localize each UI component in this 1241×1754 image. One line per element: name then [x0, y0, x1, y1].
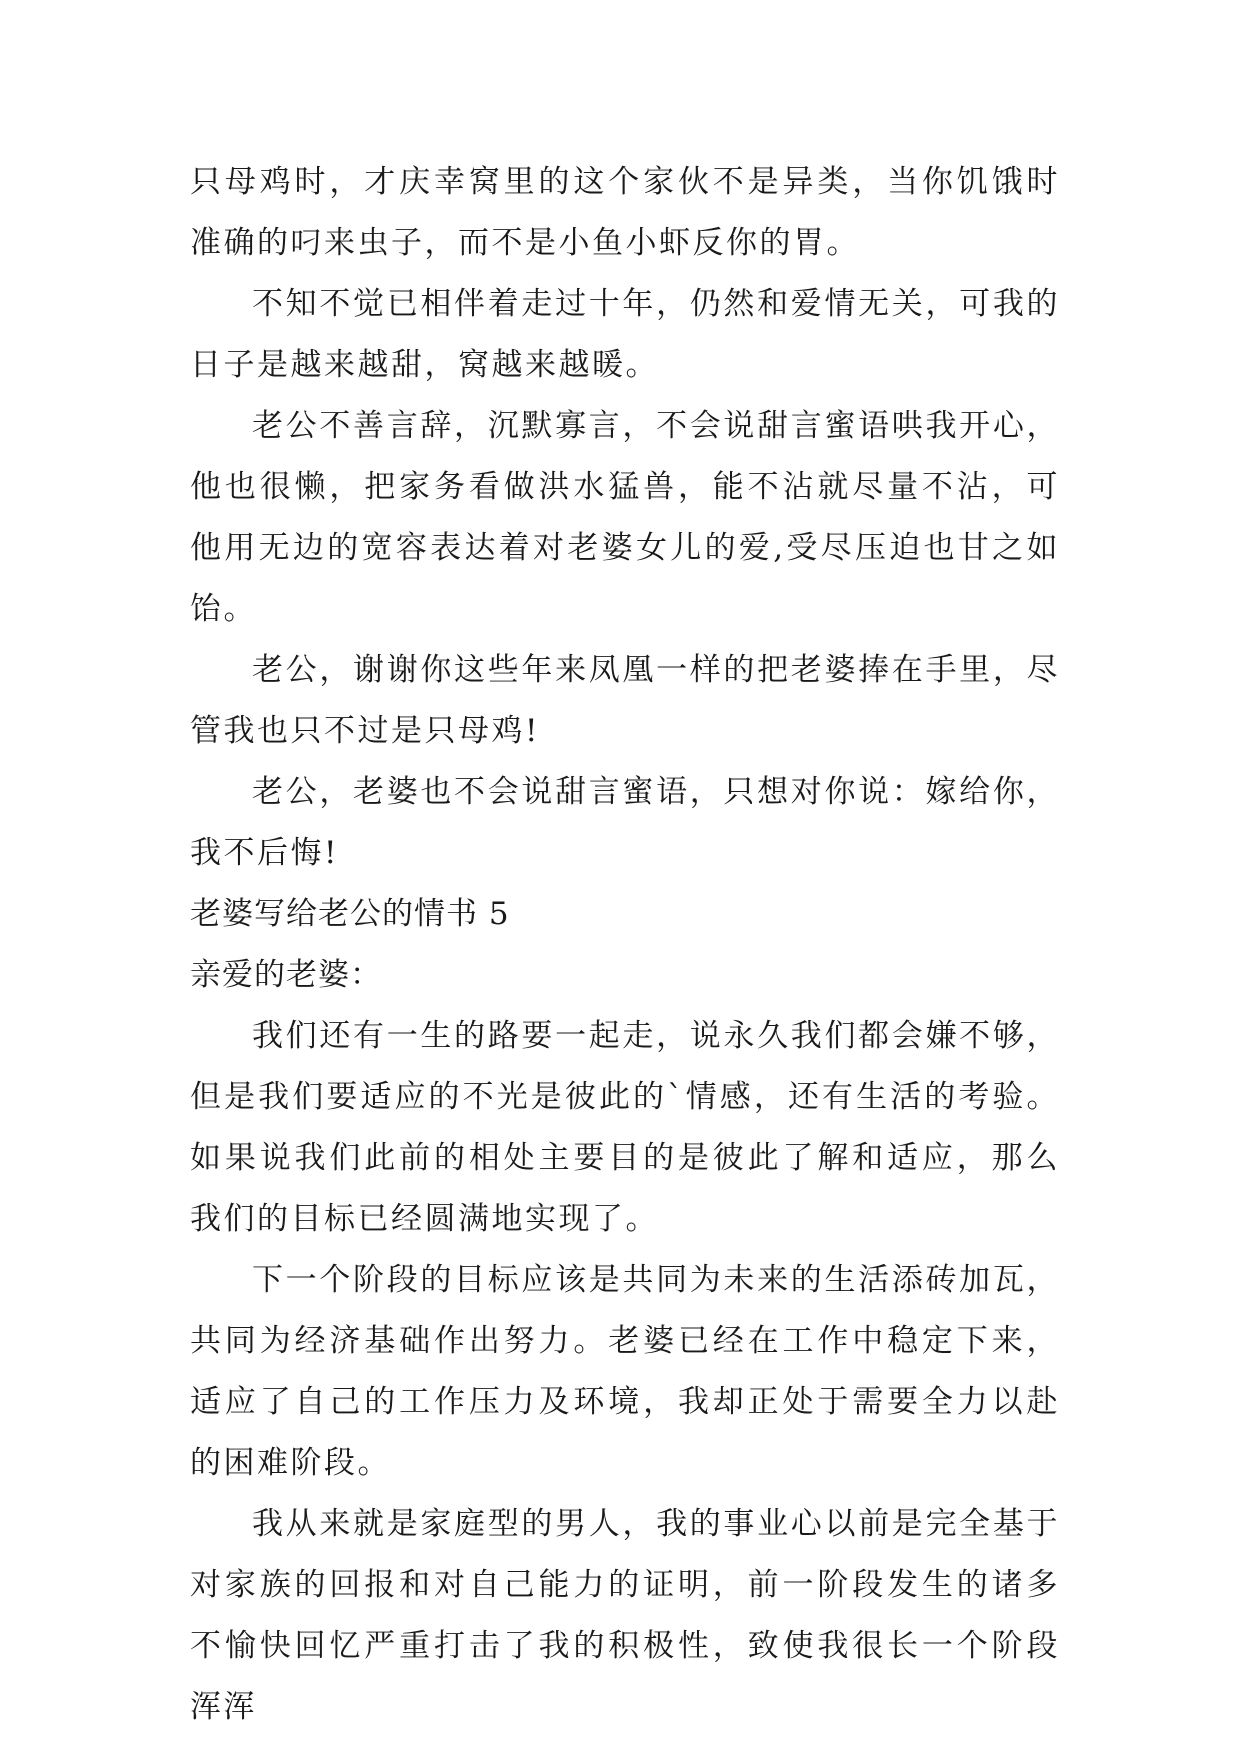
paragraph: 下一个阶段的目标应该是共同为未来的生活添砖加瓦，共同为经济基础作出努力。老婆已经在工作中稳定下来，适应了自己的工作压力及环境，我却正处于需要全力以赴的困难阶段。: [190, 1262, 1060, 1481]
paragraph: 不知不觉已相伴着走过十年，仍然和爱情无关，可我的日子是越来越甜，窝越来越暖。: [190, 286, 1060, 383]
paragraph: 我们还有一生的路要一起走，说永久我们都会嫌不够，但是我们要适应的不光是彼此的`情感，还有生活的考验。如果说我们此前的相处主要目的是彼此了解和适应，那么我们的目标已经圆满地实现了。: [190, 1018, 1060, 1237]
paragraph-continuation: 只母鸡时，才庆幸窝里的这个家伙不是异类，当你饥饿时准确的叼来虫子，而不是小鱼小虾反你的胃。: [190, 164, 1060, 261]
salutation: 亲爱的老婆：: [190, 957, 382, 993]
paragraph: 我从来就是家庭型的男人，我的事业心以前是完全基于对家族的回报和对自己能力的证明，前一阶段发生的诸多不愉快回忆严重打击了我的积极性，致使我很长一个阶段浑浑: [190, 1506, 1060, 1725]
section-title: 老婆写给老公的情书 5: [190, 896, 510, 932]
paragraph: 老公，老婆也不会说甜言蜜语，只想对你说：嫁给你，我不后悔!: [190, 774, 1060, 871]
document-page: [190, 152, 1060, 1738]
paragraph: 老公不善言辞，沉默寡言，不会说甜言蜜语哄我开心，他也很懒，把家务看做洪水猛兽，能不沾就尽量不沾，可他用无边的宽容表达着对老婆女儿的爱,受尽压迫也甘之如饴。: [190, 408, 1060, 627]
paragraph: 老公，谢谢你这些年来凤凰一样的把老婆捧在手里，尽管我也只不过是只母鸡!: [190, 652, 1060, 749]
